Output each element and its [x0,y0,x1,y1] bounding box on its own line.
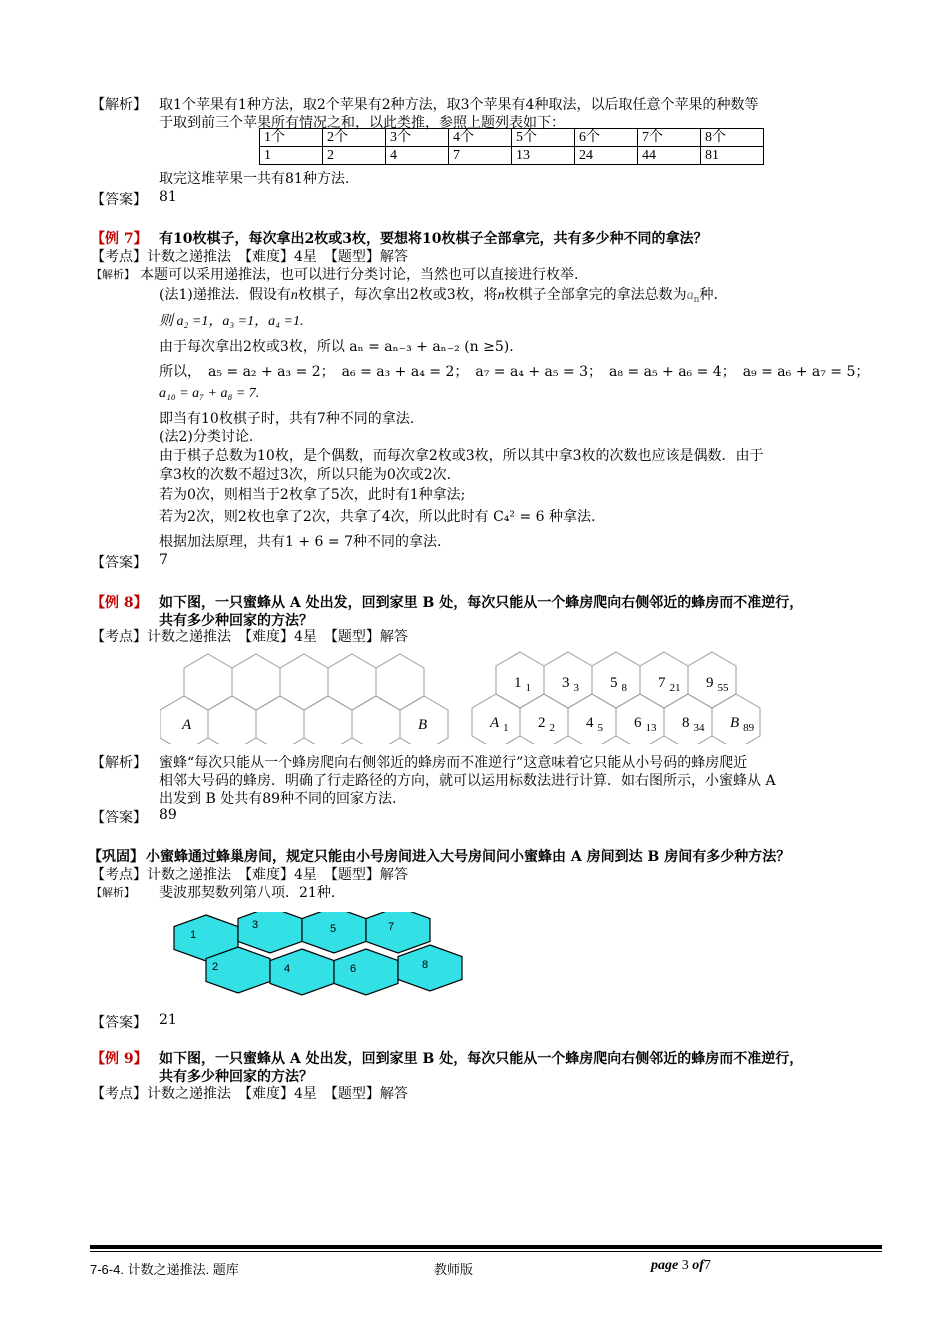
table-value-cell: 13 [512,147,575,165]
left-label-a: A [182,717,192,733]
footer-left: 7-6-4. 计数之递推法. 题库 [90,1262,239,1277]
m1-n2: n [497,288,505,303]
hex-cell-bottom [304,696,352,744]
gonggu-answer-tag: 【答案】 [91,1015,147,1031]
footer-page-word: page [651,1258,679,1273]
cyan-cell-label: 2 [212,961,219,973]
table-value-cell: 1 [260,147,323,165]
table-value-cell: 44 [638,147,701,165]
cyan-cell-label: 3 [252,919,259,931]
ex6-jiexi-tag: 【解析】 [91,97,147,113]
m1-n: n [290,288,298,303]
table-header-row [260,129,764,147]
hex-label: 5 $_8$ [610,675,627,694]
m1-mid: 枚棋子，每次拿出2枚或3枚，将 [297,287,498,303]
gonggu-tag: 【巩固】 [88,849,144,865]
ex8-jiexi-line3: 出发到 B 处共有89种不同的回家方法. [159,791,397,807]
cyan-cell-label: 7 [388,921,395,933]
table-header-cell: 2个 [323,129,386,147]
hex-cell-top [328,654,376,710]
ex7-answer-tag: 【答案】 [91,555,147,571]
table-value-cell: 24 [575,147,638,165]
footer-page [651,1258,711,1274]
table-value-row [260,147,764,165]
ex7-m2-title: (法2)分类讨论. [159,429,254,445]
ex8-question-line1: 如下图，一只蜜蜂从 A 处出发，回到家里 B 处，每次只能从一个蜂房爬向右侧邻近的蜂房而不准逆行， [159,595,804,611]
hex-label: 2 $_2$ [538,715,555,734]
ex9-question-line1: 如下图，一只蜜蜂从 A 处出发，回到家里 B 处，每次只能从一个蜂房爬向右侧邻近的蜂房而不准逆行， [159,1051,804,1067]
m1-sub: n [693,295,700,305]
table-header-cell: 1个 [260,129,323,147]
cyan-cell-label: 6 [350,963,357,975]
ex7-intro: 本题可以采用递推法，也可以进行分类讨论，当然也可以直接进行枚举. [140,267,579,283]
ex8-jiexi-tag: 【解析】 [91,755,147,771]
hex-cell-bottom [352,696,400,744]
footer-page-num: 3 [681,1258,689,1273]
cyan-cell-label: 1 [190,929,197,941]
ex7-m2-line2: 拿3枚的次数不超过3次，所以只能为0次或2次. [159,467,452,483]
ex7-jiexi-tag: 【解析】 [91,268,135,281]
ex6-jiexi-line1: 取1个苹果有1种方法，取2个苹果有2种方法，取3个苹果有4种取法，以后取任意个苹果的种数等 [159,97,759,113]
m1-mid2: 枚棋子全部拿完的拿法总数为 [504,287,687,303]
table-value-cell: 4 [386,147,449,165]
ex9-tag: 【例 9】 [91,1051,148,1067]
m1-an: a [686,288,694,303]
ex6-conclusion: 取完这堆苹果一共有81种方法. [159,171,350,187]
cyan-hex-cell [366,912,430,953]
ex8-jiexi-line2: 相邻大号码的蜂房．明确了行走路径的方向，就可以运用标数法进行计算．如右图所示，小蜜蜂从 A [159,773,776,789]
footer-center: 教师版 [434,1262,474,1277]
hex-label: A $_1$ [490,715,509,734]
cyan-cell-label: 5 [330,923,337,935]
table-header-cell: 4个 [449,129,512,147]
m1-title: (法1)递推法．假设有 [159,287,291,303]
cyan-hex-cell [270,949,334,995]
ex7-calc1: 所以， a₅ = a₂ + a₃ = 2； a₆ = a₃ + a₄ = 2； a₇ = a₄ + a₅ = 3； a₈ = a₅ + a₆ = 4； a₉ = a₆ + a₇ = 5； [159,364,870,380]
table-header-cell: 8个 [701,129,764,147]
footer-page-total: 7 [703,1258,711,1273]
gonggu-answer: 21 [159,1012,177,1028]
hex-cell-bottom [256,696,304,744]
hex-label: 7 $_{21}$ [658,675,681,694]
hex-cell-top [376,654,424,710]
hex-cell-top [280,654,328,710]
table-header-cell: 5个 [512,129,575,147]
ex8-question-line2: 共有多少种回家的方法？ [159,613,313,629]
gonggu-question: 小蜜蜂通过蜂巢房间，规定只能由小号房间进入大号房间问小蜜蜂由 A 房间到达 B 房间有多少种方法？ [146,849,791,865]
table-header-cell: 6个 [575,129,638,147]
right-honeycomb [470,648,770,744]
cyan-hex-cell [398,945,462,991]
footer-of-word: of [692,1258,704,1273]
cyan-hex-cell [334,949,398,995]
ex6-answer-tag: 【答案】 [91,192,147,208]
table-value-cell: 2 [323,147,386,165]
gonggu-jiexi: 斐波那契数列第八项．21种. [159,885,336,901]
ex7-meta: 【考点】计数之递推法 【难度】4星 【题型】解答 [91,249,408,265]
left-label-b: B [418,717,428,733]
hex-label: 3 $_3$ [562,675,579,694]
footer-rule-thin [90,1251,882,1252]
table-value-cell: 7 [449,147,512,165]
hex-label: 4 $_5$ [586,715,603,734]
footer-rule-thick [90,1245,882,1249]
hex-label: 1 $_1$ [514,675,531,694]
cyan-cell-label: 4 [284,963,291,975]
hex-label: 9 $_{55}$ [706,675,729,694]
ex7-m2-line5: 根据加法原理，共有1 + 6 = 7种不同的拿法. [159,534,442,550]
table-value-cell: 81 [701,147,764,165]
ex8-answer: 89 [159,807,177,823]
hex-label: B $_{89}$ [730,715,755,734]
hex-label: 6 $_{13}$ [634,715,657,734]
ex8-jiexi-line1: 蜜蜂“每次只能从一个蜂房爬向右侧邻近的蜂房而不准逆行”这意味着它只能从小号码的蜂房爬近 [159,755,748,771]
ex7-recurrence: 由于每次拿出2枚或3枚，所以 aₙ = aₙ₋₃ + aₙ₋₂ (n ≥5). [159,339,514,355]
ex9-meta: 【考点】计数之递推法 【难度】4星 【题型】解答 [91,1086,408,1102]
m1-end: 种. [699,287,718,303]
table-header-cell: 7个 [638,129,701,147]
ex9-question-line2: 共有多少种回家的方法？ [159,1069,313,1085]
hex-cell-bottom [208,696,256,744]
ex7-m2-line3: 若为0次，则相当于2枚拿了5次，此时有1种拿法; [159,487,466,503]
ex8-answer-tag: 【答案】 [91,810,147,826]
gonggu-meta: 【考点】计数之递推法 【难度】4星 【题型】解答 [91,867,408,883]
ex7-init: 则 a₂ =1，a₃ =1，a₄ =1. [159,314,304,329]
hex-label: 8 $_{34}$ [682,715,705,734]
ex7-method1-line [159,284,718,305]
apples-table [259,128,764,165]
ex7-m1-conclusion: 即当有10枚棋子时，共有7种不同的拿法. [159,411,415,427]
table-header-cell: 3个 [386,129,449,147]
gonggu-jiexi-tag: 【解析】 [91,886,135,899]
hex-cell-top [232,654,280,710]
hex-cell-top [184,654,232,710]
ex7-question: 有10枚棋子，每次拿出2枚或3枚，要想将10枚棋子全部拿完，共有多少种不同的拿法？ [159,231,708,247]
ex7-answer: 7 [159,552,168,568]
cyan-hex-cell [238,912,302,953]
cyan-honeycomb [172,912,472,1002]
ex7-m2-line4: 若为2次，则2枚也拿了2次，共拿了4次，所以此时有 C₄² = 6 种拿法. [159,509,596,525]
ex7-m2-line1: 由于棋子总数为10枚，是个偶数，而每次拿2枚或3枚，所以其中拿3枚的次数也应该是偶数．由于 [159,448,764,464]
ex8-tag: 【例 8】 [91,595,148,611]
ex7-tag: 【例 7】 [91,231,148,247]
left-honeycomb [160,652,460,744]
ex8-meta: 【考点】计数之递推法 【难度】4星 【题型】解答 [91,629,408,645]
ex6-answer: 81 [159,189,177,205]
cyan-cell-label: 8 [422,959,429,971]
ex7-calc2: a₁₀ = a₇ + a₈ = 7. [159,386,260,401]
ex6-jiexi-line2: 于取到前三个苹果所有情况之和，以此类推，参照上题列表如下： [159,115,565,131]
